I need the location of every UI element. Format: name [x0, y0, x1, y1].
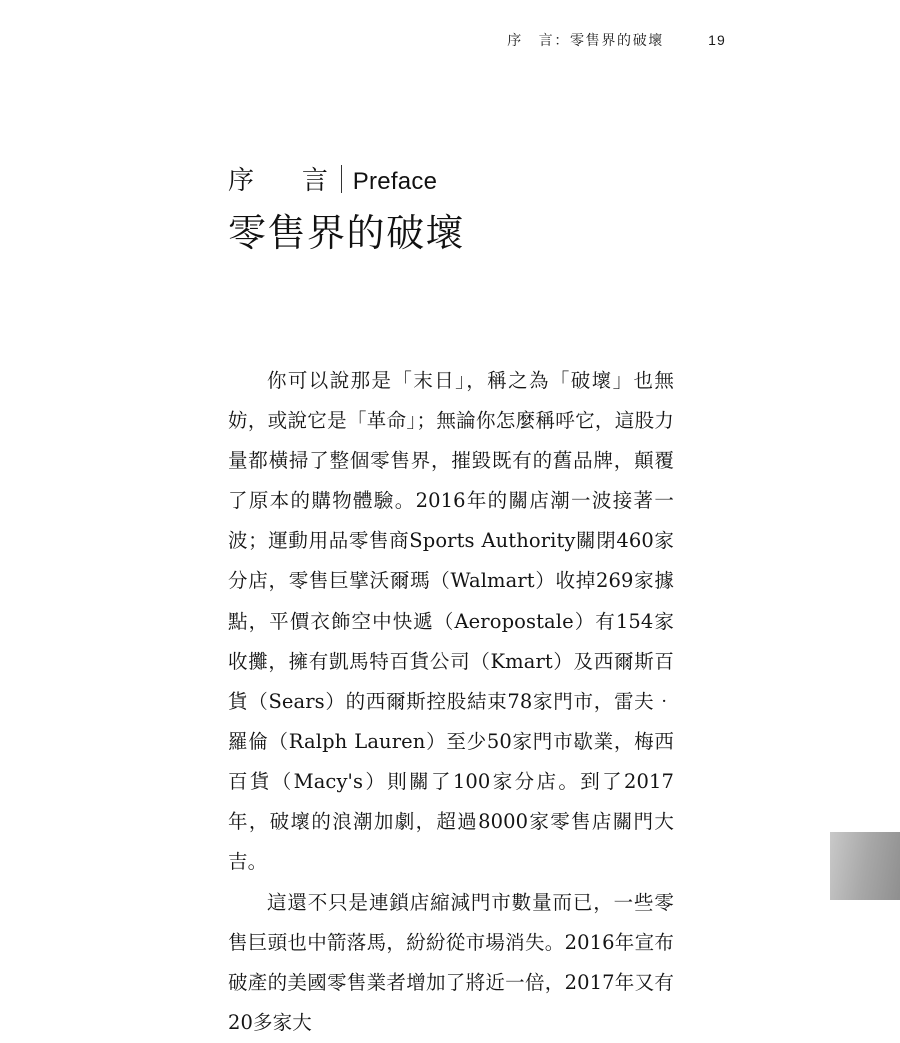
paragraph: 這還不只是連鎖店縮減門市數量而已，一些零售巨頭也中箭落馬，紛紛從市場消失。2016年宣布破產的美國零售業者增加了將近一倍，2017年又有20多家大 — [228, 890, 674, 1035]
heading-divider — [341, 165, 342, 193]
preface-label-cn: 序 言 — [228, 166, 339, 196]
page-number: 19 — [708, 32, 726, 48]
paragraph: 你可以說那是「末日」，稱之為「破壞」也無妨，或說它是「革命」；無論你怎麼稱呼它，這股力量都橫掃了整個零售界，摧毀既有的舊品牌，顛覆了原本的購物體驗。2016年的關店潮一波接著一波；運動用品零售商Sports Authority關閉460家分店，零售巨擘沃爾瑪（Walmart）收掉269家據點，平價衣飾空中快遞（Aeropostale）有154家收攤，擁有凱馬特百貨公司（Kmart）及西爾斯百貨（Sears）的西爾斯控股結束78家門市，雷夫‧羅倫（Ralph Lauren）至少50家門市歇業，梅西百貨（Macy's）則關了100家分店。到了2017年，破壞的浪潮加劇，超過8000家零售店關門大吉。 — [228, 368, 674, 874]
body-text — [228, 361, 674, 1043]
preface-heading — [228, 160, 674, 197]
running-head-title: 序 言：零售界的破壞 — [507, 33, 665, 49]
page-corner-mark — [830, 832, 900, 900]
preface-label-en: Preface — [352, 168, 438, 195]
page-title: 零售界的破壞 — [228, 211, 466, 255]
page-content — [228, 0, 674, 1043]
